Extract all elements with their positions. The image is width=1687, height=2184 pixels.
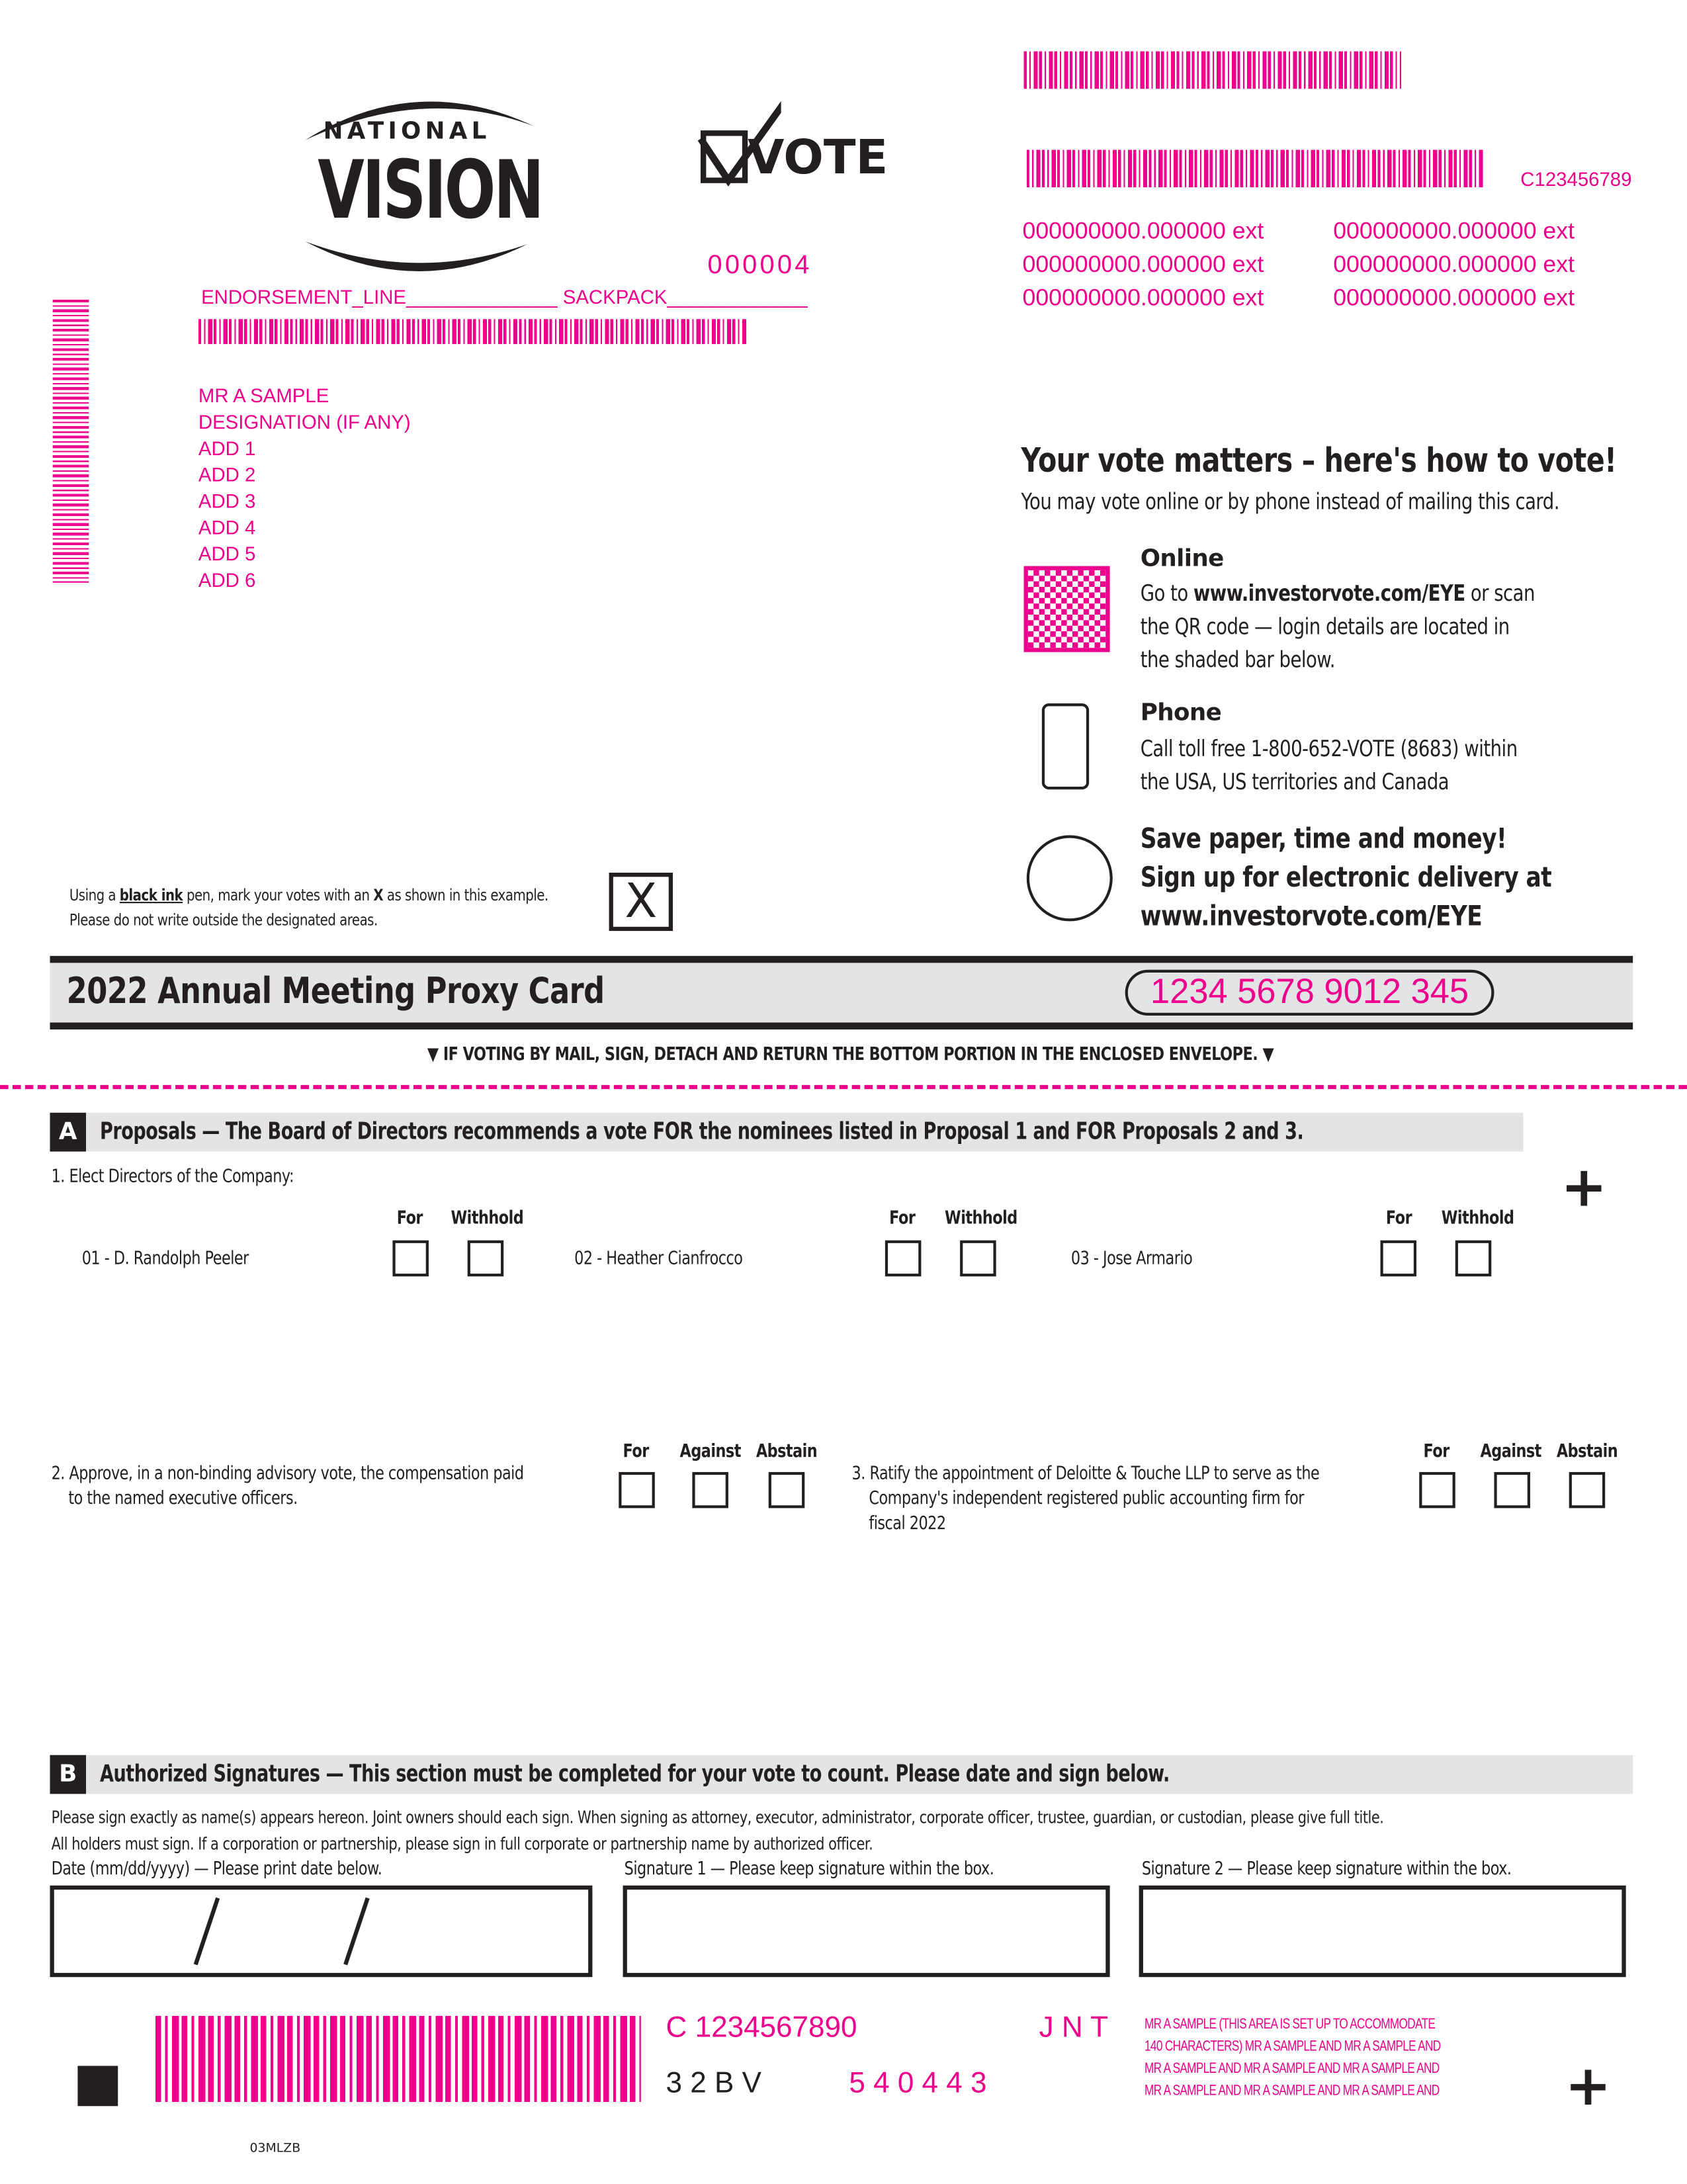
perforation-line bbox=[0, 1085, 1687, 1089]
national-vision-logo bbox=[298, 91, 541, 272]
vote-logo bbox=[698, 91, 888, 197]
sig-instr-line: Please sign exactly as name(s) appears hereon. Joint owners should each sign. When signing as attorney, executor, administrator, corporate officer, trustee, guardian, or custodian, please give full title. bbox=[51, 1806, 1384, 1827]
sig-instr-line: All holders must sign. If a corporation or partnership, please sign in full corporate or partnership name by authorized officer. bbox=[51, 1833, 873, 1854]
proposal-3-text bbox=[852, 1462, 1320, 1537]
qr-code-icon bbox=[1024, 566, 1110, 652]
online-url-link[interactable]: www.investorvote.com/EYE bbox=[1193, 580, 1465, 607]
proposal-3-line: 3. Ratify the appointment of Deloitte & Touche LLP to serve as the bbox=[851, 1463, 1320, 1485]
control-barcode bbox=[1027, 150, 1485, 187]
nominee-1-for-checkbox[interactable] bbox=[392, 1241, 429, 1277]
signature-1-input[interactable] bbox=[623, 1886, 1110, 1977]
footer-barcode bbox=[155, 2016, 641, 2102]
proposal-3-for-checkbox[interactable] bbox=[1419, 1472, 1455, 1508]
phone-text-line: the USA, US territories and Canada bbox=[1140, 768, 1449, 795]
card-title: 2022 Annual Meeting Proxy Card bbox=[66, 971, 605, 1013]
against-header: Against bbox=[679, 1441, 741, 1463]
nominee-3: 03 - Jose Armario bbox=[1070, 1248, 1193, 1270]
footer-c-number: C 1234567890 bbox=[666, 2011, 857, 2044]
nominee-2-for-checkbox[interactable] bbox=[885, 1241, 922, 1277]
online-text-line: the shaded bar below. bbox=[1140, 646, 1336, 674]
top-barcode bbox=[1024, 52, 1401, 89]
instr-text: Using a bbox=[69, 885, 120, 905]
ext-code: 000000000.000000 ext bbox=[1333, 284, 1575, 311]
phone-title: Phone bbox=[1140, 699, 1222, 727]
nominee-2-withhold-checkbox[interactable] bbox=[960, 1241, 996, 1277]
nominee-1-withhold-checkbox[interactable] bbox=[468, 1241, 504, 1277]
proposal-3-line: fiscal 2022 bbox=[869, 1513, 946, 1535]
phone-text-line: Call toll free 1-800-652-VOTE (8683) within bbox=[1140, 735, 1518, 762]
date-slashes-icon bbox=[54, 1890, 588, 1973]
side-barcode bbox=[53, 300, 89, 583]
footer-code-1: 3 2 B V bbox=[666, 2067, 762, 2099]
detach-instruction: ▼ IF VOTING BY MAIL, SIGN, DETACH AND RETURN THE BOTTOM PORTION IN THE ENCLOSED ENVELOPE. ▼ bbox=[427, 1045, 1274, 1066]
address-line: ADD 2 bbox=[198, 463, 256, 486]
date-input[interactable] bbox=[50, 1886, 592, 1977]
for-header: For bbox=[889, 1208, 916, 1229]
leaf-no-paper-icon bbox=[1027, 835, 1113, 921]
paper-text-line: Sign up for electronic delivery at bbox=[1140, 860, 1552, 894]
against-header: Against bbox=[1480, 1441, 1541, 1463]
online-text-line: the QR code — login details are located in bbox=[1140, 613, 1510, 640]
ext-codes-right bbox=[1333, 215, 1575, 315]
form-code: 03MLZB bbox=[249, 2142, 301, 2156]
proposal-2-against-checkbox[interactable] bbox=[692, 1472, 728, 1508]
section-a-letter: A bbox=[50, 1113, 86, 1152]
online-text-post: or scan bbox=[1465, 580, 1535, 607]
address-line: MR A SAMPLE bbox=[198, 384, 329, 407]
withhold-header: Withhold bbox=[451, 1208, 524, 1229]
footer-code-2: 5 4 0 4 4 3 bbox=[849, 2067, 987, 2099]
example-mark-box bbox=[609, 873, 673, 931]
abstain-header: Abstain bbox=[1556, 1441, 1618, 1463]
online-text-pre: Go to bbox=[1140, 580, 1193, 607]
instr-text: Please do not write outside the designated areas. bbox=[69, 910, 378, 930]
for-header: For bbox=[623, 1441, 649, 1463]
abstain-header: Abstain bbox=[756, 1441, 818, 1463]
paper-text bbox=[1141, 818, 1551, 935]
control-id: C123456789 bbox=[1520, 167, 1632, 191]
proposal-3-abstain-checkbox[interactable] bbox=[1569, 1472, 1606, 1508]
proposal-2-text bbox=[52, 1462, 524, 1512]
footer-name-line: MR A SAMPLE AND MR A SAMPLE AND MR A SAMPLE AND bbox=[1145, 2060, 1440, 2077]
footer-name-line: MR A SAMPLE (THIS AREA IS SET UP TO ACCOMMODATE bbox=[1145, 2015, 1436, 2033]
nominee-2: 02 - Heather Cianfrocco bbox=[574, 1248, 743, 1270]
paper-url-link[interactable]: www.investorvote.com/EYE bbox=[1140, 898, 1483, 933]
ext-code: 000000000.000000 ext bbox=[1333, 251, 1575, 278]
postal-barcode bbox=[198, 319, 748, 344]
ext-code: 000000000.000000 ext bbox=[1022, 284, 1264, 311]
address-line: ADD 5 bbox=[198, 542, 256, 565]
control-number-text: 1234 5678 9012 345 bbox=[1150, 972, 1469, 1012]
online-title: Online bbox=[1140, 545, 1224, 574]
address-line: ADD 6 bbox=[198, 568, 256, 591]
signature-instructions bbox=[52, 1804, 1384, 1856]
proposal-3-line: Company's independent registered public accounting firm for bbox=[869, 1489, 1304, 1510]
online-text bbox=[1141, 577, 1535, 677]
instructions bbox=[69, 883, 548, 932]
for-header: For bbox=[1423, 1441, 1449, 1463]
address-line: ADD 4 bbox=[198, 516, 256, 539]
proposal-2-abstain-checkbox[interactable] bbox=[769, 1472, 805, 1508]
logo-line1: NATIONAL bbox=[323, 118, 491, 146]
ext-code: 000000000.000000 ext bbox=[1022, 218, 1264, 245]
instr-ink: black ink bbox=[119, 885, 183, 905]
nominee-3-for-checkbox[interactable] bbox=[1381, 1241, 1417, 1277]
ext-code: 000000000.000000 ext bbox=[1022, 251, 1264, 278]
proposal-3-against-checkbox[interactable] bbox=[1494, 1472, 1530, 1508]
signature-2-input[interactable] bbox=[1139, 1886, 1626, 1977]
footer-jnt: J N T bbox=[1039, 2011, 1109, 2044]
nominee-3-withhold-checkbox[interactable] bbox=[1455, 1241, 1492, 1277]
section-a-title: Proposals — The Board of Directors recommends a vote FOR the nominees listed in Proposal 1 and FOR Proposals 2 and 3. bbox=[99, 1118, 1304, 1147]
ext-code: 000000000.000000 ext bbox=[1333, 218, 1575, 245]
footer-name-line: 140 CHARACTERS) MR A SAMPLE AND MR A SAMPLE AND bbox=[1145, 2038, 1441, 2055]
example-x-mark: X bbox=[625, 874, 658, 930]
for-header: For bbox=[396, 1208, 423, 1229]
vote-text: VOTE bbox=[748, 130, 888, 186]
withhold-header: Withhold bbox=[945, 1208, 1017, 1229]
registration-mark-icon: + bbox=[1561, 1155, 1608, 1220]
logo-line2: VISION bbox=[318, 142, 542, 238]
phone-icon bbox=[1042, 703, 1089, 789]
howto-title: Your vote matters – here's how to vote! bbox=[1021, 441, 1617, 480]
proposal-2-line: to the named executive officers. bbox=[68, 1489, 298, 1510]
instr-text: pen, mark your votes with an bbox=[183, 885, 374, 905]
proposal-2-for-checkbox[interactable] bbox=[619, 1472, 655, 1508]
ext-codes-left bbox=[1022, 215, 1264, 315]
section-b-title: Authorized Signatures — This section must be completed for your vote to count. Please date and sign below. bbox=[99, 1761, 1170, 1789]
sig1-label: Signature 1 — Please keep signature within the box. bbox=[624, 1858, 994, 1880]
footer-name-line: MR A SAMPLE AND MR A SAMPLE AND MR A SAMPLE AND bbox=[1145, 2082, 1440, 2099]
paper-text-line: Save paper, time and money! bbox=[1140, 821, 1507, 855]
phone-text bbox=[1141, 732, 1518, 799]
address-line: ADD 3 bbox=[198, 490, 256, 512]
corner-square-icon bbox=[77, 2066, 118, 2106]
registration-mark-icon: + bbox=[1565, 2054, 1612, 2119]
withhold-header: Withhold bbox=[1441, 1208, 1514, 1229]
sequence-number: 000004 bbox=[707, 251, 812, 281]
proposal-2-line: 2. Approve, in a non-binding advisory vote, the compensation paid bbox=[51, 1463, 524, 1485]
sig2-label: Signature 2 — Please keep signature within the box. bbox=[1141, 1858, 1512, 1880]
nominee-1: 01 - D. Randolph Peeler bbox=[81, 1248, 249, 1270]
control-number bbox=[1125, 970, 1494, 1016]
p1-label: 1. Elect Directors of the Company: bbox=[51, 1166, 294, 1188]
address-line: ADD 1 bbox=[198, 437, 256, 460]
address-line: DESIGNATION (IF ANY) bbox=[198, 410, 411, 433]
for-header: For bbox=[1385, 1208, 1412, 1229]
instr-x: X bbox=[373, 885, 384, 905]
date-label: Date (mm/dd/yyyy) — Please print date below. bbox=[51, 1858, 382, 1880]
footer-names bbox=[1145, 2013, 1440, 2102]
section-b-letter: B bbox=[50, 1755, 86, 1794]
address-block bbox=[198, 383, 411, 594]
instr-text: as shown in this example. bbox=[383, 885, 548, 905]
howto-subtitle: You may vote online or by phone instead of mailing this card. bbox=[1021, 488, 1559, 515]
endorsement-line: ENDORSEMENT_LINE______________ SACKPACK_____________ bbox=[201, 285, 808, 308]
